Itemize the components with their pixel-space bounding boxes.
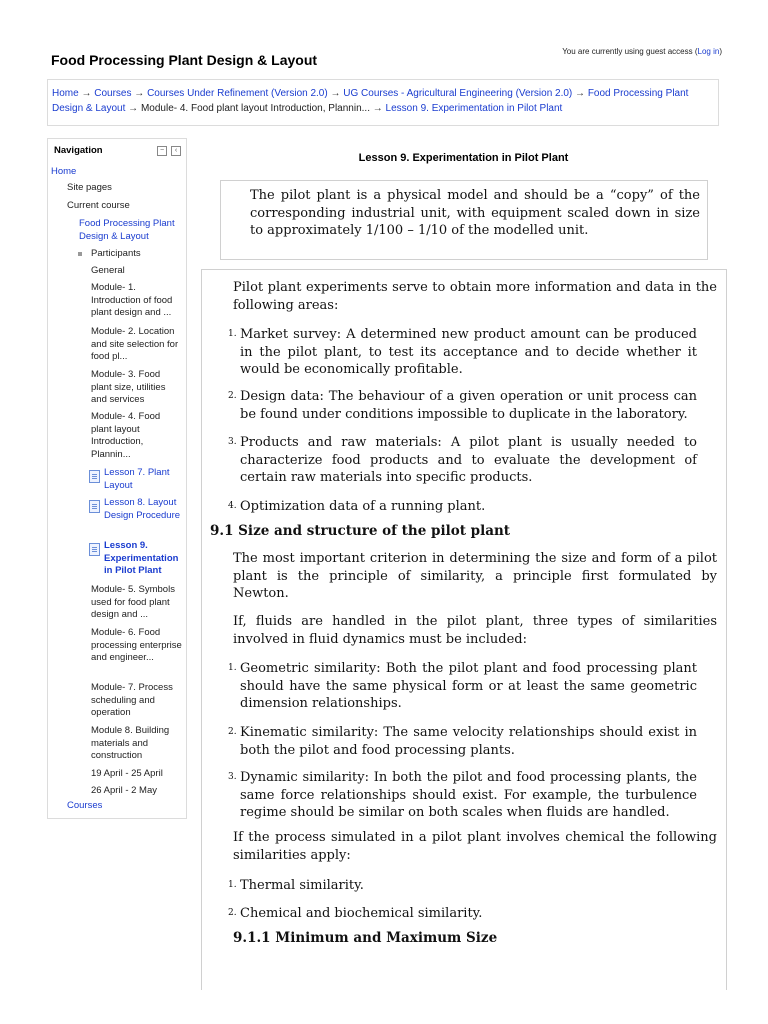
nav-participants[interactable]: Participants	[91, 248, 141, 259]
login-link[interactable]: Log in	[697, 47, 720, 56]
nav-lesson-8[interactable]: Lesson 8. Layout Design Procedure	[104, 497, 181, 521]
list-number: 2.	[228, 908, 237, 918]
breadcrumb-separator: →	[128, 103, 139, 114]
intro-box	[220, 180, 708, 260]
list-number: 4.	[228, 501, 237, 511]
paragraph: If, fluids are handled in the pilot plant, three types of similarities involved in fluid dynamics must be included:	[233, 614, 717, 647]
bullet-icon	[78, 252, 82, 256]
nav-week-1[interactable]: 19 April - 25 April	[91, 768, 163, 779]
breadcrumb-separator: →	[81, 88, 92, 99]
page-icon	[89, 470, 100, 483]
nav-module-1[interactable]: Module- 1. Introduction of food plant design and ...	[91, 282, 173, 318]
list-item-text: Optimization data of a running plant.	[240, 499, 486, 514]
list-number: 1.	[228, 663, 237, 673]
breadcrumb-module: Module- 4. Food plant layout Introduction, Plannin...	[140, 103, 370, 114]
paragraph: The most important criterion in determining the size and form of a pilot plant is the principle of similarity, a principle first formulated by Newton.	[233, 551, 717, 601]
nav-module-7[interactable]: Module- 7. Process scheduling and operation	[91, 682, 173, 718]
login-text: You are currently using guest access (	[562, 47, 698, 56]
nav-general[interactable]: General	[91, 265, 125, 276]
login-close: )	[719, 47, 722, 56]
breadcrumb-separator: →	[372, 103, 383, 114]
breadcrumb-course[interactable]: Food Processing Plant Design & Layout	[52, 88, 689, 114]
list-number: 3.	[228, 437, 237, 447]
nav-module-4[interactable]: Module- 4. Food plant layout Introduction, Plannin...	[91, 411, 161, 460]
breadcrumb-lesson[interactable]: Lesson 9. Experimentation in Pilot Plant	[385, 103, 563, 114]
paragraph: If the process simulated in a pilot plant involves chemical the following similarities apply:	[233, 830, 717, 863]
navigation-title: Navigation	[54, 145, 103, 156]
site-title: Food Processing Plant Design & Layout	[51, 52, 318, 68]
nav-home[interactable]: Home	[51, 166, 77, 177]
list-number: 2.	[228, 391, 237, 401]
list-item-text: Chemical and biochemical similarity.	[240, 906, 483, 921]
nav-courses[interactable]: Courses	[67, 800, 103, 811]
list-item-text: Design data: The behaviour of a given operation or unit process can be found under conditions impossible to duplicate in the laboratory.	[240, 389, 697, 422]
login-info	[562, 47, 722, 56]
breadcrumb-separator: →	[134, 88, 145, 99]
nav-lesson-9[interactable]: Lesson 9. Experimentation in Pilot Plant	[104, 540, 179, 576]
breadcrumb	[47, 79, 719, 126]
list-item	[228, 767, 697, 822]
page-icon	[89, 500, 100, 513]
paragraph: Pilot plant experiments serve to obtain more information and data in the following areas:	[233, 280, 717, 313]
list-item-text: Products and raw materials: A pilot plant is usually needed to characterize food products and to evaluate the development of certain raw materials into specific products.	[240, 435, 697, 485]
list-number: 1.	[228, 329, 237, 339]
breadcrumb-courses[interactable]: Courses	[94, 88, 132, 99]
list-item	[228, 386, 697, 423]
list-number: 3.	[228, 772, 237, 782]
breadcrumb-courses-under-refinement[interactable]: Courses Under Refinement (Version 2.0)	[147, 88, 328, 99]
list-number: 2.	[228, 727, 237, 737]
list-item	[228, 324, 697, 379]
list-item-text: Dynamic similarity: In both the pilot and food processing plants, the same force relationships should exist. For example, the turbulence regime should be similar on both scales when fluids are handled.	[240, 770, 697, 820]
nav-module-5[interactable]: Module- 5. Symbols used for food plant design and ...	[91, 584, 175, 620]
nav-module-6[interactable]: Module- 6. Food processing enterprise and engineer...	[91, 627, 182, 663]
section-heading: 9.1 Size and structure of the pilot plant	[210, 523, 511, 539]
breadcrumb-home[interactable]: Home	[52, 88, 79, 99]
list-item	[228, 875, 697, 895]
list-number: 1.	[228, 880, 237, 890]
list-item	[228, 658, 697, 713]
nav-module-2[interactable]: Module- 2. Location and site selection for food pl...	[91, 326, 179, 362]
nav-site-pages[interactable]: Site pages	[67, 182, 112, 193]
collapse-icon[interactable]: −	[157, 146, 167, 156]
nav-module-3[interactable]: Module- 3. Food plant size, utilities and services	[91, 369, 166, 405]
nav-course[interactable]: Food Processing Plant Design & Layout	[79, 218, 175, 242]
list-item-text: Market survey: A determined new product amount can be produced in the pilot plant, to test its acceptance and to decide whether it would be economically profitable.	[240, 327, 697, 377]
subsection-heading: 9.1.1 Minimum and Maximum Size	[233, 930, 498, 946]
dock-icon[interactable]: ‹	[171, 146, 181, 156]
list-item	[228, 903, 697, 923]
list-item	[228, 722, 697, 759]
breadcrumb-separator: →	[575, 88, 586, 99]
list-item-text: Thermal similarity.	[240, 878, 364, 893]
breadcrumb-separator: →	[330, 88, 341, 99]
nav-lesson-7[interactable]: Lesson 7. Plant Layout	[104, 467, 170, 491]
list-item	[228, 496, 697, 516]
nav-module-8[interactable]: Module 8. Building materials and construction	[91, 725, 170, 761]
lesson-title: Lesson 9. Experimentation in Pilot Plant	[358, 152, 569, 164]
list-item-text: Kinematic similarity: The same velocity relationships should exist in both the pilot and food processing plants.	[240, 725, 697, 758]
nav-week-2[interactable]: 26 April - 2 May	[91, 785, 157, 796]
page-icon	[89, 543, 100, 556]
list-item	[228, 432, 697, 487]
breadcrumb-ug-courses[interactable]: UG Courses - Agricultural Engineering (Version 2.0)	[343, 88, 573, 99]
intro-text: The pilot plant is a physical model and should be a “copy” of the corresponding industrial unit, with equipment scaled down in size to approximately 1/100 – 1/10 of the modelled unit.	[250, 188, 700, 238]
navigation-block	[47, 138, 187, 819]
list-item-text: Geometric similarity: Both the pilot plant and food processing plant should have the same physical form or at least the same geometric dimension relationships.	[240, 661, 697, 711]
nav-current-course[interactable]: Current course	[67, 200, 130, 211]
